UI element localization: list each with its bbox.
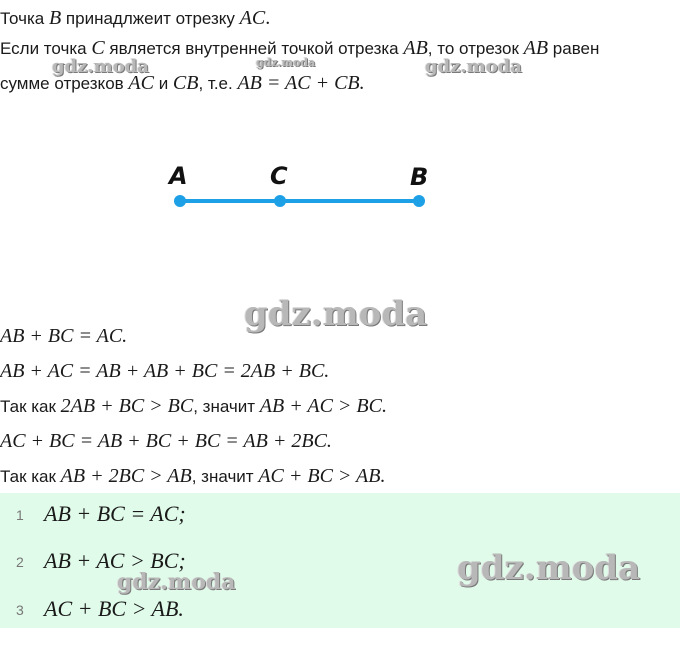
math-equation: AC + BC > AB. xyxy=(258,465,386,487)
intro-text: Если точка xyxy=(0,39,92,58)
math-ab: AB xyxy=(403,37,428,59)
derivation-line-3 xyxy=(0,393,387,420)
watermark: gdz.moda xyxy=(244,294,428,334)
label-c: C xyxy=(270,162,288,190)
math-equation: AB + AC = AB + AB + BC = 2AB + BC. xyxy=(0,360,330,382)
intro-text: и xyxy=(153,74,173,93)
point-c xyxy=(274,195,286,207)
derivation-text: , значит xyxy=(191,467,259,486)
answer-equation: AB + BC = AC; xyxy=(44,501,186,526)
point-a xyxy=(174,195,186,207)
label-b: B xyxy=(410,163,429,191)
intro-text: равен xyxy=(548,39,600,58)
point-b xyxy=(413,195,425,207)
intro-text: . xyxy=(265,7,271,29)
derivation-line-4 xyxy=(0,427,332,455)
derivation-text: Так как xyxy=(0,467,61,486)
intro-text: является внутренней точкой отрезка xyxy=(104,39,404,58)
label-a: A xyxy=(169,162,188,190)
intro-text: Точка xyxy=(0,9,49,28)
derivation-line-5 xyxy=(0,463,386,490)
watermark: gdz.moda xyxy=(457,548,641,588)
answer-number: 1 xyxy=(16,507,24,523)
watermark: gdz.moda xyxy=(117,569,236,595)
math-b: B xyxy=(48,7,62,29)
intro-text: , то отрезок xyxy=(427,39,524,58)
intro-text: принадлжеит отрезку xyxy=(61,9,240,28)
math-cb: CB xyxy=(172,72,199,94)
math-equation: AB + 2BC > AB xyxy=(60,465,192,487)
math-c: C xyxy=(91,37,105,59)
watermark: gdz.moda xyxy=(425,56,522,77)
math-equation: AC + BC = AB + BC + BC = AB + 2BC. xyxy=(0,430,332,452)
math-equation: AB = AC + CB. xyxy=(237,72,365,94)
math-equation: AB + BC = AC. xyxy=(0,325,128,347)
answer-number: 2 xyxy=(16,554,24,570)
answer-text xyxy=(44,596,184,622)
derivation-line-1 xyxy=(0,322,127,350)
math-equation: AB + AC > BC. xyxy=(259,395,387,417)
math-ab: AB xyxy=(523,37,549,59)
derivation-line-2 xyxy=(0,357,329,385)
intro-text: , т.е. xyxy=(198,74,238,93)
intro-line-1 xyxy=(0,5,270,32)
derivation-text: , значит xyxy=(193,397,260,416)
answer-equation: AB + AC > BC; xyxy=(44,548,186,573)
math-equation: 2AB + BC > BC xyxy=(60,395,194,417)
answer-equation: AC + BC > AB. xyxy=(44,596,184,621)
intro-text: сумме отрезков xyxy=(0,74,129,93)
answer-text xyxy=(44,501,186,527)
math-ac: AC xyxy=(239,7,266,29)
derivation-text: Так как xyxy=(0,397,61,416)
watermark: gdz.moda xyxy=(256,56,316,69)
watermark: gdz.moda xyxy=(52,56,149,77)
answer-number: 3 xyxy=(16,602,24,618)
math-ac: AC xyxy=(128,72,154,94)
